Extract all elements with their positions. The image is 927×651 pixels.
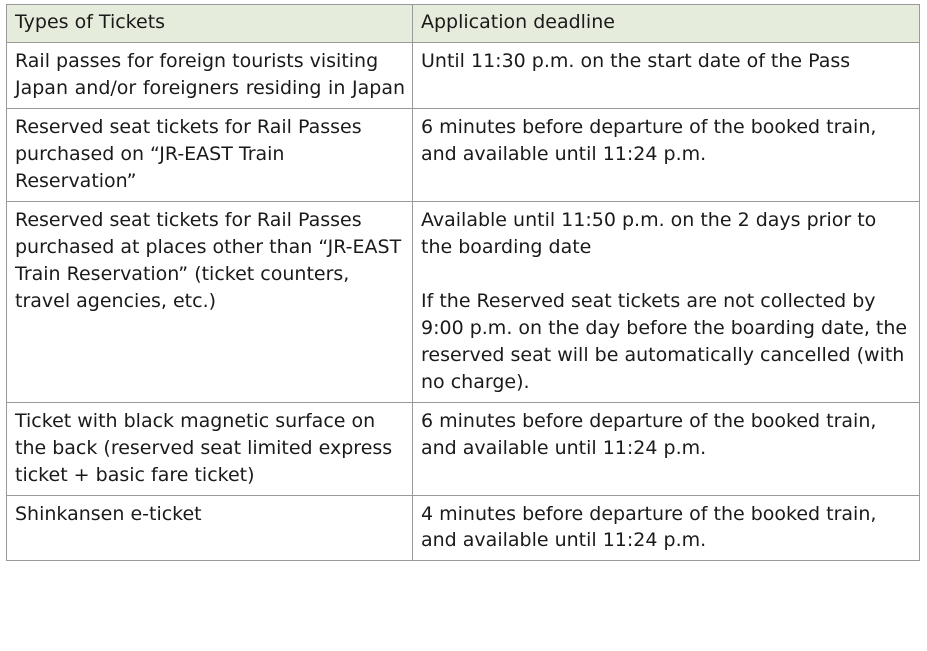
table-body <box>7 42 920 560</box>
column-header-application-deadline: Application deadline <box>413 5 920 43</box>
cell-application-deadline <box>413 42 920 108</box>
cell-application-deadline <box>413 402 920 495</box>
cell-ticket-type: Ticket with black magnetic surface on the back (reserved seat limited express ticket + basic fare ticket) <box>7 402 413 495</box>
deadline-paragraph: Until 11:30 p.m. on the start date of the Pass <box>421 49 851 72</box>
cell-ticket-type: Shinkansen e-ticket <box>7 495 413 561</box>
table-row <box>7 495 920 561</box>
table-row <box>7 201 920 402</box>
cell-application-deadline <box>413 201 920 402</box>
column-header-types-of-tickets: Types of Tickets <box>7 5 413 43</box>
table-row <box>7 108 920 201</box>
cell-application-deadline <box>413 495 920 561</box>
deadline-paragraph: 6 minutes before departure of the booked train, and available until 11:24 p.m. <box>421 115 877 165</box>
deadline-paragraph: Available until 11:50 p.m. on the 2 days prior to the boarding date <box>421 208 877 258</box>
table-row <box>7 402 920 495</box>
deadline-paragraph: 6 minutes before departure of the booked train, and available until 11:24 p.m. <box>421 409 877 459</box>
cell-ticket-type: Reserved seat tickets for Rail Passes purchased on “JR-EAST Train Reservation” <box>7 108 413 201</box>
ticket-deadline-table <box>6 4 920 561</box>
deadline-paragraph: If the Reserved seat tickets are not collected by 9:00 p.m. on the day before the boarding date, the reserved seat will be automatically cancelled (with no charge). <box>421 289 908 393</box>
table-header-row <box>7 5 920 43</box>
table-header <box>7 5 920 43</box>
cell-application-deadline <box>413 108 920 201</box>
cell-ticket-type: Reserved seat tickets for Rail Passes purchased at places other than “JR-EAST Train Reservation” (ticket counters, travel agencies, etc.) <box>7 201 413 402</box>
table-row <box>7 42 920 108</box>
deadline-paragraph: 4 minutes before departure of the booked train, and available until 11:24 p.m. <box>421 502 877 552</box>
cell-ticket-type: Rail passes for foreign tourists visiting Japan and/or foreigners residing in Japan <box>7 42 413 108</box>
